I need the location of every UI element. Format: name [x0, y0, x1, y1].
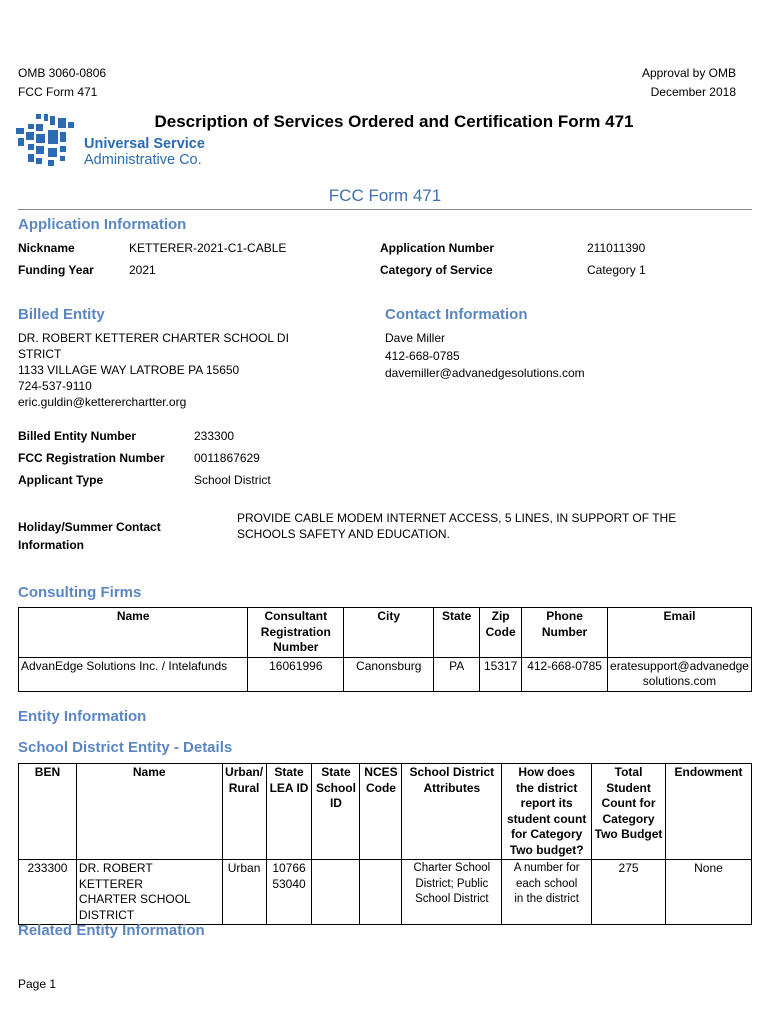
omb-number: OMB 3060-0806 [18, 66, 107, 80]
entity-nces-code [360, 860, 402, 925]
consultant-phone: 412-668-0785 [522, 657, 608, 691]
entity-school-id [312, 860, 360, 925]
page-number: Page 1 [18, 977, 57, 991]
col-total-student-count: Total Student Count for Category Two Budget [592, 764, 666, 860]
col-student-count-method: How does the district report its student count for Category Two budget? [502, 764, 592, 860]
entity-endowment: None [665, 860, 751, 925]
related-entity-title: Related Entity Information [18, 922, 205, 939]
col-state: State [434, 608, 480, 658]
consultant-zip: 15317 [480, 657, 522, 691]
consulting-firms-title: Consulting Firms [18, 584, 142, 601]
application-number-value: 211011390 [587, 241, 646, 255]
funding-year-value: 2021 [129, 263, 156, 277]
form-heading: FCC Form 471 [328, 186, 442, 205]
billed-entity-email: eric.guldin@kettererchartter.org [18, 395, 187, 409]
col-endowment: Endowment [665, 764, 751, 860]
holiday-contact-label [18, 518, 161, 554]
col-entity-name: Name [76, 764, 222, 860]
omb-approval: Approval by OMB [641, 66, 736, 80]
table-row [19, 860, 752, 925]
billed-entity-phone: 724-537-9110 [18, 379, 92, 393]
billed-entity-name-2: STRICT [18, 347, 62, 361]
col-urban-rural: Urban/ Rural [222, 764, 266, 860]
omb-approval-date: December 2018 [650, 85, 736, 99]
application-number-label: Application Number [380, 241, 495, 255]
applicant-type-value: School District [194, 473, 271, 487]
col-zip: Zip Code [480, 608, 522, 658]
ben-value: 233300 [194, 429, 235, 443]
entity-name: DR. ROBERT KETTERER CHARTER SCHOOL DISTRICT [76, 860, 222, 925]
col-state-lea-id: State LEA ID [266, 764, 312, 860]
entity-header-row [19, 764, 752, 860]
billed-entity-title: Billed Entity [18, 306, 105, 323]
col-name: Name [19, 608, 248, 658]
applicant-type-label: Applicant Type [18, 473, 104, 487]
document-title-wrapper [0, 112, 770, 132]
application-info-title: Application Information [18, 216, 187, 233]
consulting-firms-table [18, 607, 752, 692]
consulting-header-row [19, 608, 752, 658]
logo-line2: Administrative Co. [84, 152, 202, 168]
contact-name: Dave Miller [385, 331, 446, 345]
school-district-table [18, 763, 752, 925]
entity-info-title: Entity Information [18, 708, 147, 725]
category-value: Category 1 [587, 263, 646, 277]
ben-label: Billed Entity Number [18, 429, 137, 443]
col-phone: Phone Number [522, 608, 608, 658]
consultant-reg-number: 16061996 [248, 657, 344, 691]
col-nces-code: NCES Code [360, 764, 402, 860]
holiday-text-line2: SCHOOLS SAFETY AND EDUCATION. [237, 527, 450, 541]
consultant-state: PA [434, 657, 480, 691]
billed-entity-address: 1133 VILLAGE WAY LATROBE PA 15650 [18, 363, 240, 377]
consultant-email: eratesupport@advanedge solutions.com [607, 657, 751, 691]
heading-divider [18, 209, 752, 210]
school-district-details-title: School District Entity - Details [18, 739, 233, 756]
funding-year-label: Funding Year [18, 263, 94, 277]
category-label: Category of Service [380, 263, 493, 277]
entity-ben: 233300 [19, 860, 77, 925]
holiday-contact-text [237, 510, 676, 542]
contact-phone: 412-668-0785 [385, 348, 460, 363]
form-number: FCC Form 471 [18, 85, 98, 99]
nickname-label: Nickname [18, 241, 75, 255]
billed-entity-name-1: DR. ROBERT KETTERER CHARTER SCHOOL DI [18, 331, 289, 345]
logo-line1: Universal Service [84, 136, 205, 152]
col-city: City [344, 608, 434, 658]
holiday-label-line2: Information [18, 538, 84, 552]
col-state-school-id: State School ID [312, 764, 360, 860]
fcc-reg-label: FCC Registration Number [18, 451, 165, 465]
contact-info-title: Contact Information [385, 306, 528, 323]
col-email: Email [607, 608, 751, 658]
contact-email: davemiller@advanedgesolutions.com [385, 366, 585, 380]
contact-details [385, 330, 585, 383]
col-district-attributes: School District Attributes [402, 764, 502, 860]
entity-count-method: A number for each school in the district [502, 860, 592, 925]
document-title: Description of Services Ordered and Certification Form 471 [154, 112, 634, 131]
col-consultant-reg: Consultant Registration Number [248, 608, 344, 658]
entity-urban-rural: Urban [222, 860, 266, 925]
omb-header-left [18, 64, 106, 102]
omb-header-right [642, 64, 736, 102]
fcc-reg-value: 0011867629 [194, 451, 260, 465]
entity-attributes: Charter School District; Public School District [402, 860, 502, 925]
holiday-label-line1: Holiday/Summer Contact [18, 520, 161, 534]
holiday-text-line1: PROVIDE CABLE MODEM INTERNET ACCESS, 5 LINES, IN SUPPORT OF THE [237, 511, 677, 525]
entity-lea-id: 10766 53040 [266, 860, 312, 925]
consultant-city: Canonsburg [344, 657, 434, 691]
usac-logo-text [84, 136, 205, 168]
entity-total-count: 275 [592, 860, 666, 925]
col-ben: BEN [19, 764, 77, 860]
table-row [19, 657, 752, 691]
billed-entity-details [18, 330, 289, 410]
consultant-name: AdvanEdge Solutions Inc. / Intelafunds [19, 657, 248, 691]
nickname-value: KETTERER-2021-C1-CABLE [129, 241, 287, 255]
form-heading-wrapper [0, 186, 770, 206]
